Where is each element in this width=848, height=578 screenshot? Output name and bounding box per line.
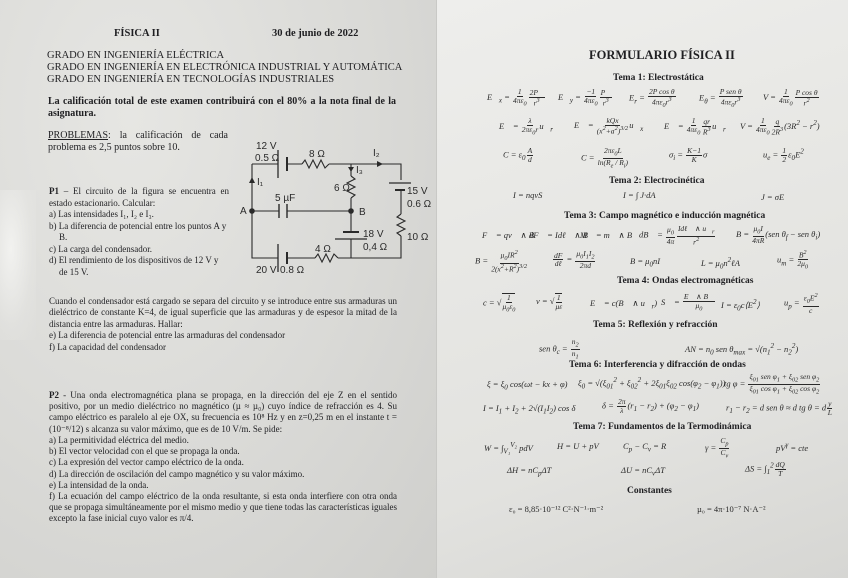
formula-magnetic-energy: $u_m$ = $\frac{B^2}{2\mu_0}$ (777, 249, 809, 271)
label-i1: I₁ (257, 177, 264, 188)
p2-intro (49, 390, 397, 435)
formula-bound-charge: $\sigma_i$ = $\frac{K-1}{K}$ σ (669, 146, 708, 164)
label-i2: I₂ (373, 148, 380, 159)
constant-mu0: µ₀ = 4π·10⁻⁷ N·A⁻² (697, 504, 766, 514)
formula-parallel-wires: $\frac{dF}{\text{dℓ}}$ = $\frac{\mu_0I_1I_2}{2\pi d}$ (554, 249, 595, 271)
formula-wave-eq: $\xi = \xi_0$ cos(ωt − kx + φ) (487, 379, 568, 392)
tema3-heading: Tema 3: Campo magnético e inducción magnética (564, 211, 766, 221)
p2-label: P2 (49, 390, 59, 400)
p2-item-e: e) La intensidad de la onda. (49, 479, 149, 490)
formula-wire-segment: B = $\frac{\mu_0I}{4\pi R}$ (sen $\theta_f$ − sen $\theta_i$) (736, 224, 821, 246)
degree-line: GRADO EN INGENIERÍA EN ELECTRÓNICA INDUSTRIAL Y AUTOMÁTICA (47, 62, 403, 73)
p2-items (49, 435, 397, 525)
light-reflection (0, 190, 36, 340)
tema4-heading: Tema 4: Ondas electromagnéticas (617, 276, 754, 286)
p1-intro (49, 186, 229, 209)
formula-interference-intensity: $I = I_1 + I_2 + 2√(I_1I_2)$ cos δ (483, 403, 576, 416)
label-6ohm: 6 Ω (334, 183, 350, 194)
label-i3: I₃ (356, 165, 363, 176)
tema5-heading: Tema 5: Reflexión y refracción (593, 320, 718, 330)
formula-work: $W = \int_{V_1}^{V_2}$ pdV (484, 441, 533, 456)
formula-energy-density: $u_e$ = $\frac{1}{2}$ $\varepsilon_0E^2$ (763, 146, 804, 164)
formula-lorentz: F⃗ = qv⃗ ∧ B⃗ (482, 230, 541, 240)
label-18v: 18 V (363, 229, 384, 240)
formula-sphere-field: E⃗ = $\frac{1}{4\pi\varepsilon_0}$ $\frac{qr}{R^3}$ $u⃗_r$ (664, 116, 726, 137)
formula-torque: M⃗ = m⃗ ∧ B⃗ (580, 230, 639, 240)
p2-item-f: f) La ecuación del campo eléctrico de la onda resultante, si esta onda interfiere con otra onda que se propaga simultáneamente por el mismo medio y que tiene todas las características iguales excepto la fase inicial cuyo valor es π/4. (49, 491, 397, 524)
p1-item-d: d) El rendimiento de los dispositivos de 12 V y de 15 V. (49, 255, 219, 277)
p1-followup: Cuando el condensador está cargado se separa del circuito y se introduce entre sus armaduras un dieléctrico de constante K=4, de igual superficie que las armaduras y de espesor la mitad de la distancia entre las armaduras. Hallar: (49, 296, 397, 329)
degree-line: GRADO EN INGENIERÍA ELÉCTRICA (47, 50, 225, 61)
formulario-title: FORMULARIO FÍSICA II (589, 48, 735, 62)
p1-item-f: f) La capacidad del condensador (49, 341, 166, 352)
grading-note: La calificación total de este examen contribuirá con el 80% a la nota final de la asignatura. (48, 96, 396, 119)
formula-ohm-law: J = σE (761, 192, 785, 202)
circuit-diagram (235, 140, 435, 280)
p1-item-c: c) La carga del condensador. (49, 243, 153, 254)
label-0.4ohm: 0,4 Ω (363, 242, 388, 253)
label-12v: 12 V (256, 141, 277, 152)
tema7-heading: Tema 7: Fundamentos de la Termodinámica (573, 422, 752, 432)
formula-entropy: $\Delta S = \int_1^2$ $\frac{dQ}{T}$ (745, 460, 785, 478)
label-10ohm: 10 Ω (407, 232, 429, 243)
p2-item-b: b) El vector velocidad con el que se propaga la onda. (49, 446, 240, 457)
label-8ohm: 8 Ω (309, 149, 325, 160)
formula-dipole-ex: $E⃗_x$ = $\frac{1}{4\pi\varepsilon_0}$ $\frac{2P⃗}{r^3}$ (487, 87, 544, 108)
label-4ohm: 4 Ω (315, 244, 331, 255)
formula-biot-savart: dB⃗ = $\frac{\mu_0}{4\pi}$ $\frac{Id\ell⃗ \wedge u⃗_r}{r^2}$ (639, 224, 715, 247)
label-0.6ohm: 0.6 Ω (407, 199, 432, 210)
formula-phase: tg φ = $\frac{\xi_{01} sen \varphi_1 + \xi_{02} sen \varphi_2}{\xi_{01} \cos \varphi_1 + \xi_{02} \cos \varphi_2}$ (724, 372, 820, 396)
label-0.5ohm: 0.5 Ω (255, 153, 280, 164)
formula-wave-speed: v = √ $\frac{1}{\mu\varepsilon}$ (536, 293, 563, 311)
formula-intensity: $I = \varepsilon_0c⟨E^2⟩$ (721, 298, 760, 313)
p1-item-b: b) La diferencia de potencial entre los puntos A y B. (49, 220, 227, 243)
formula-sphere-potential: V = $\frac{1}{4\pi\varepsilon_0}$ $\frac{q}{2R^3}$ $(3R^2 - r^2)$ (740, 116, 820, 137)
tema6-heading: Tema 6: Interferencia y difracción de ondas (569, 360, 746, 370)
node-b-dot (348, 208, 354, 214)
p1-item-a: a) Las intensidades I₁, I₂ e I₃. (49, 209, 154, 219)
formula-gamma: γ = $\frac{C_p}{C_v}$ (705, 436, 729, 460)
exam-subject: FÍSICA II (114, 28, 160, 39)
p2-item-a: a) La permitividad eléctrica del medio. (49, 435, 189, 445)
p2-intro-text: - Una onda electromagnética plana se propaga, en la dirección del eje Z en el sentido positivo, por un medio dieléctrico no magnético (µ ≈ µ₀) cuyo índice de refracción es 4. Su campo eléctrico es paralelo al eje OX, su frecuencia es 10⁸ Hz y en z=0,25 m en el instante t = (10⁻⁸/12) s alcanza su valor máximo, que es de 10 V/m. Se pide: (49, 390, 397, 434)
formula-phase-difference: δ = $\frac{2\pi}{\lambda}$ $(r_1 - r_2) + (\varphi_2 - \varphi_1)$ (602, 397, 699, 415)
formula-enthalpy: H = U + pV (557, 441, 599, 451)
formula-plate-cap: $C = \varepsilon_0$ $\frac{A}{d}$ (503, 146, 533, 164)
problems-note (48, 130, 228, 154)
formula-mayer: $C_p - C_v = R$ (623, 441, 667, 454)
node-a-dot (249, 208, 255, 214)
formula-ring: E⃗ = $\frac{\text{kQx}}{(x^2+a^2)^{3/2}}$ $u⃗_x$ (574, 116, 644, 136)
formula-poynting: S⃗ = $\frac{E⃗ \wedge B⃗}{\mu_0}$ (661, 292, 714, 313)
formula-loop-axis: B = $\frac{\mu_0IR^2}{2(x^2+R^2)^{3/2}}$ (475, 249, 528, 274)
formula-amplitude: $\xi_0 = √(\xi_{01}^2 + \xi_{02}^2 + 2\xi_{01}\xi_{02}$ $\cos(\varphi_2 - \varphi_1)$) (578, 376, 726, 391)
formula-solenoid: $B = \mu_0nI$ (630, 256, 661, 269)
formula-cyl-cap: C = $\frac{2\pi\varepsilon_0L}{\ln(R_e / R_i)}$ (581, 146, 629, 170)
exam-date: 30 de junio de 2022 (272, 28, 359, 39)
formula-sheet-page (436, 0, 848, 578)
label-0.8ohm: 0.8 Ω (280, 265, 305, 276)
formula-current-density-integral: I = ∫ J·dA (623, 190, 656, 200)
formula-dipole-er: $E_r$ = $\frac{\text{2P cos θ}}{4\pi\varepsilon_0r^3}$ (629, 87, 675, 109)
formula-dipole-v: V = $\frac{1}{4\pi\varepsilon_0}$ $\frac{\text{P cos θ}}{r^2}$ (763, 87, 818, 108)
degree-line: GRADO EN INGENIERÍA EN TECNOLOGÍAS INDUSTRIALES (47, 74, 335, 85)
formula-line-charge: E⃗ = $\frac{\lambda}{2\pi\varepsilon_0r}$ $u⃗_r$ (499, 116, 553, 137)
p1-label: P1 (49, 186, 59, 196)
formula-path-difference: $r_1 - r_2 = d$ sen θ ≈ d tg θ = d $\frac{y}{L}$ (726, 399, 832, 417)
p1-items2 (49, 330, 285, 353)
problems-label: PROBLEMAS (48, 130, 109, 141)
label-5uf: 5 µF (275, 193, 296, 204)
formula-dipole-etheta: $E_\theta$ = $\frac{\text{P sen θ}}{4\pi\varepsilon_0r^3}$ (699, 87, 742, 109)
formula-adiabatic: $pV^\gamma$ = cte (776, 441, 809, 453)
problems-note-text: : la calificación de cada problema es 2,5 puntos sobre 10. (48, 130, 228, 153)
p1-items (49, 209, 229, 279)
label-20v: 20 V (256, 265, 277, 276)
p1-intro-text: – El circuito de la figura se encuentra en estado estacionario. Calcular: (49, 186, 229, 208)
formula-dipole-ey: $E⃗_y$ = $\frac{-1}{4\pi\varepsilon_0}$ $\frac{P⃗}{r^3}$ (558, 87, 611, 108)
tema1-heading: Tema 1: Electrostática (613, 73, 704, 83)
formula-delta-h: $\Delta H = nC_p\Delta T$ (507, 465, 552, 478)
p2-item-d: d) La dirección de oscilación del campo magnético y su valor máximo. (49, 468, 305, 479)
formula-force-element: dF⃗ = Idℓ⃗ ∧ B⃗ (529, 230, 595, 240)
formula-delta-u: $\Delta U = nC_v\Delta T$ (621, 465, 665, 478)
label-node-a: A (240, 206, 247, 217)
label-node-b: B (359, 207, 366, 218)
label-15v: 15 V (407, 186, 428, 197)
formula-light-speed: c = √ $\frac{1}{\mu_0\varepsilon_0}$ (483, 293, 516, 314)
formula-critical-angle: sen $\theta_c$ = $\frac{n_2}{n_1}$ (539, 337, 579, 361)
formula-pressure: $u_p$ = $\frac{\varepsilon_0E^2}{c}$ (784, 292, 818, 315)
formula-e-field-relation: E⃗ = c(B⃗ ∧ $u⃗_r$) (590, 298, 658, 311)
tema2-heading: Tema 2: Electrocinética (609, 176, 705, 186)
formula-inductance: $L = \mu_0n^2\ell A$ (701, 256, 740, 271)
formula-current: I = nqvS (513, 190, 543, 200)
constant-eps0: ε₀ = 8,85·10⁻¹² C²·N⁻¹·m⁻² (509, 504, 604, 514)
constantes-heading: Constantes (627, 486, 672, 496)
p1-item-e: e) La diferencia de potencial entre las armaduras del condensador (49, 330, 286, 340)
formula-numerical-aperture: AN = $n_0$ sen $\theta_{max} = √(n_1^2 - n_2^2)$ (685, 342, 799, 357)
p2-item-c: c) La expresión del vector campo eléctrico de la onda. (49, 457, 244, 468)
